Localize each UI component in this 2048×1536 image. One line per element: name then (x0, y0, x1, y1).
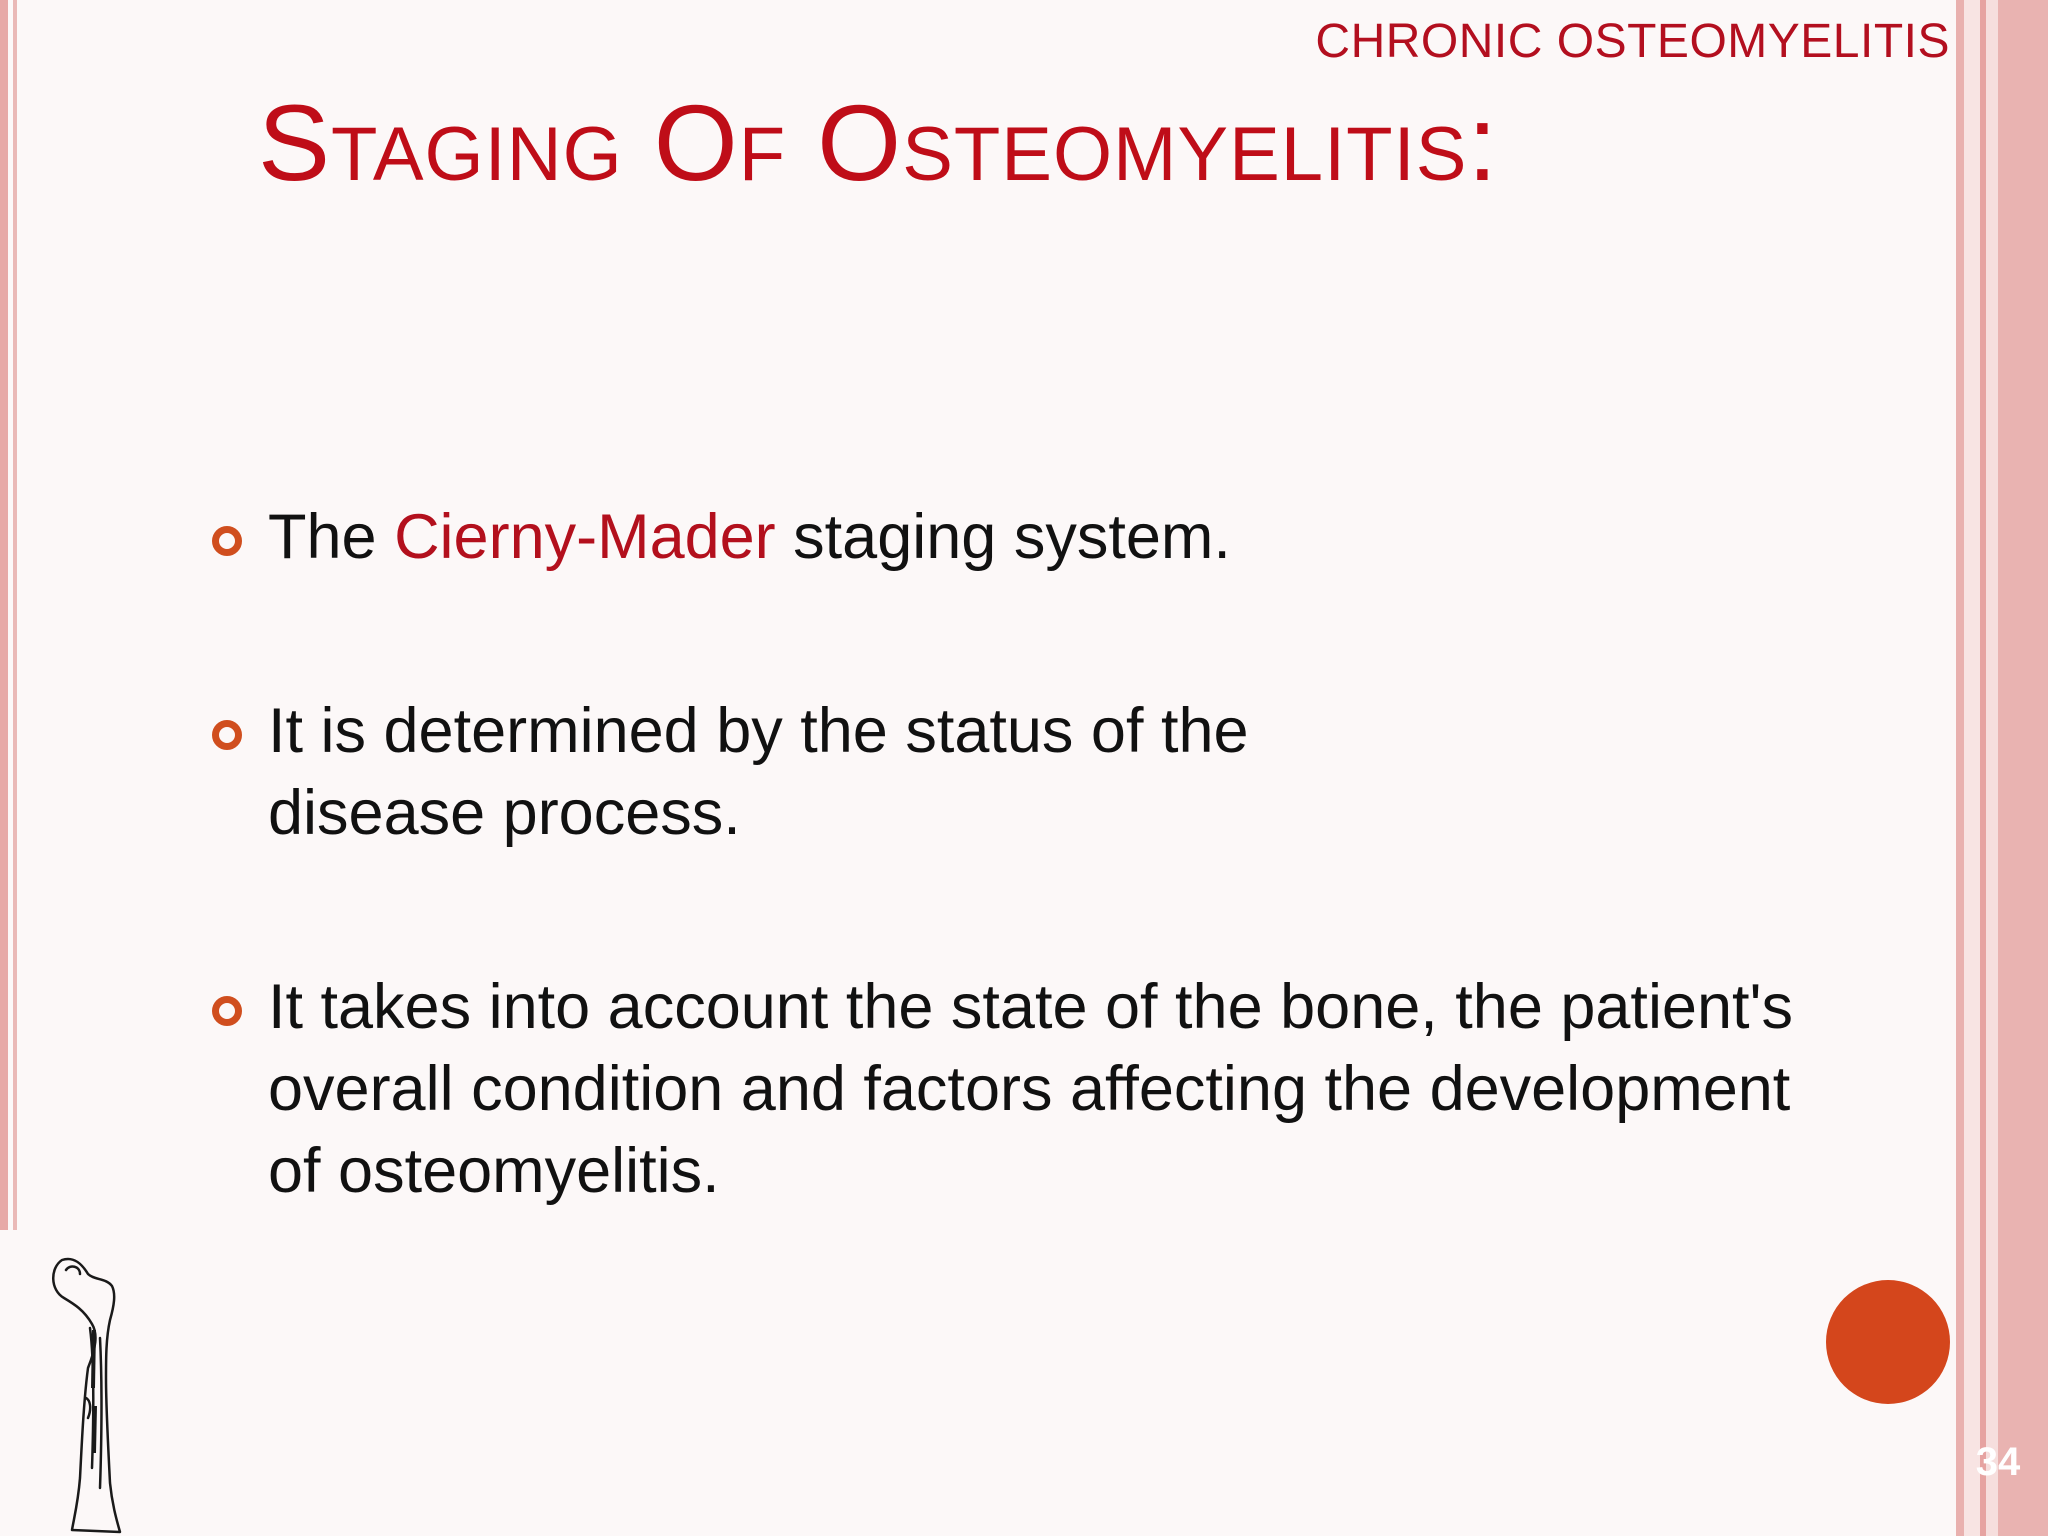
bullet-item-disease-status (208, 690, 1308, 854)
left-border-stripe-thin (13, 0, 17, 1230)
bullet-text: It is determined by the status of the disease process. (268, 696, 1249, 848)
right-border-stripe (1986, 0, 1998, 1536)
right-border-stripe (1998, 0, 2048, 1536)
bullet-text: It takes into account the state of the bone, the patient's overall condition and factors affecting the development of osteomyelitis. (268, 972, 1794, 1206)
right-border-stripe (1964, 0, 1980, 1536)
header-topic: CHRONIC OSTEOMYELITIS (1315, 15, 1950, 68)
bullet-item-factors (208, 966, 1808, 1212)
bullet-text-suffix: staging system. (775, 502, 1231, 572)
left-border-stripe (0, 0, 8, 1230)
femur-bone-icon (40, 1248, 150, 1536)
ring-bullet-icon (212, 526, 242, 556)
bullet-list (208, 496, 1828, 1212)
slide-title: Staging Of Osteomyelitis: (258, 82, 1499, 203)
right-border-stripe (1956, 0, 1964, 1536)
slide-number: 34 (1975, 1440, 2021, 1484)
ring-bullet-icon (212, 996, 242, 1026)
bullet-item-cierny-mader (208, 496, 1828, 578)
ring-bullet-icon (212, 720, 242, 750)
orange-circle (1826, 1280, 1950, 1404)
bullet-text-prefix: The (268, 502, 395, 572)
bullet-highlight-text: Cierny-Mader (394, 502, 776, 572)
